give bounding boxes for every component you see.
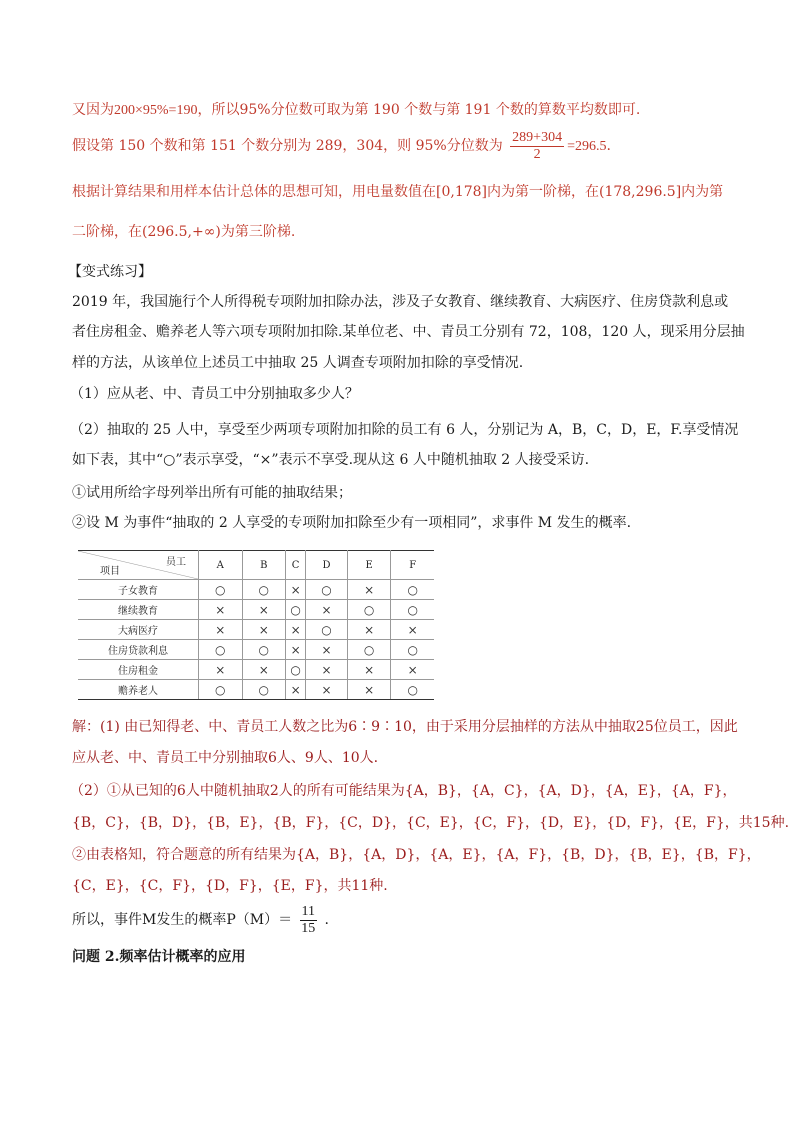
table-cell: ○ xyxy=(242,580,286,600)
table-cell: ○ xyxy=(391,600,434,620)
problem-line: 样的方法，从该单位上述员工中抽取 25 人调查专项附加扣除的享受情况. xyxy=(72,355,524,371)
table-cell: ○ xyxy=(391,680,434,700)
equation: 200×95%=190 xyxy=(114,103,198,118)
fraction-denominator: 2 xyxy=(533,146,541,162)
table-row xyxy=(78,620,434,640)
fraction-numerator: 289+304 xyxy=(512,129,563,145)
equation: =296.5 xyxy=(567,139,607,154)
table-cell: ○ xyxy=(347,640,391,660)
table-cell: ○ xyxy=(199,580,243,600)
table-cell: × xyxy=(286,680,306,700)
solution-line: {C，E}，{C，F}，{D，F}，{E，F}，共11种. xyxy=(72,878,388,894)
table-cell: ○ xyxy=(286,660,306,680)
explanation-line-1 xyxy=(72,101,640,120)
solution-line: ②由表格知，符合题意的所有结果为{A，B}，{A，D}，{A，E}，{A，F}，{B，D}，{B，E}，{B，F}， xyxy=(72,847,761,863)
probability-fraction xyxy=(300,904,317,937)
explanation-text: ，所以95%分位数可取为第 190 个数与第 191 个数的算数平均数即可. xyxy=(197,102,641,118)
table-cell: × xyxy=(306,600,348,620)
table-cell: × xyxy=(347,680,391,700)
column-header: C xyxy=(286,551,306,580)
column-header: F xyxy=(391,551,434,580)
problem-line: 如下表，其中“○”表示享受，“×”表示不享受.现从这 6 人中随机抽取 2 人接受采访. xyxy=(72,452,590,468)
table-cell: × xyxy=(306,660,348,680)
table-cell: ○ xyxy=(286,600,306,620)
table-cell: × xyxy=(391,660,434,680)
solution-line: 应从老、中、青员工中分别抽取6人、9人、10人. xyxy=(72,750,379,766)
diagonal-header xyxy=(78,551,198,579)
table-cell: × xyxy=(306,640,348,660)
table-cell: × xyxy=(242,620,286,640)
solution-line: {B，C}，{B，D}，{B，E}，{B，F}，{C，D}，{C，E}，{C，F}，{D，E}，{D，F}，{E，F}，共15种. xyxy=(72,815,790,831)
corner-top-label: 员工 xyxy=(166,557,186,568)
table-cell: ○ xyxy=(391,580,434,600)
table-cell: × xyxy=(286,620,306,640)
table-cell: × xyxy=(199,660,243,680)
fraction xyxy=(510,130,564,163)
table-cell: × xyxy=(391,620,434,640)
table-header-row xyxy=(78,551,434,580)
section-title: 【变式练习】 xyxy=(68,264,152,280)
column-header: E xyxy=(347,551,391,580)
table-row xyxy=(78,580,434,600)
table-cell: × xyxy=(347,660,391,680)
probability-period: . xyxy=(324,912,329,928)
table-row xyxy=(78,600,434,620)
problem-line: 2019 年，我国施行个人所得税专项附加扣除办法，涉及子女教育、继续教育、大病医疗、住房贷款利息或 xyxy=(72,294,729,310)
problem-line: 者住房租金、赡养老人等六项专项附加扣除.某单位老、中、青员工分别有 72，108，120 人，现采用分层抽 xyxy=(72,324,745,340)
table-cell: ○ xyxy=(391,640,434,660)
problem-line: （2）抽取的 25 人中，享受至少两项专项附加扣除的员工有 6 人，分别记为 A，B，C，D，E，F.享受情况 xyxy=(70,422,739,438)
row-label: 大病医疗 xyxy=(78,620,199,640)
table-cell: × xyxy=(306,680,348,700)
explanation-text: . xyxy=(606,138,611,154)
column-header: B xyxy=(242,551,286,580)
table-cell: ○ xyxy=(306,580,348,600)
solution-line: 解：(1) 由已知得老、中、青员工人数之比为6∶9∶10，由于采用分层抽样的方法从中抽取25位员工，因此 xyxy=(72,719,738,735)
problem-line: ①试用所给字母列举出所有可能的抽取结果； xyxy=(72,485,352,501)
table-cell: × xyxy=(199,600,243,620)
column-header: D xyxy=(306,551,348,580)
row-label: 赡养老人 xyxy=(78,680,199,700)
table-cell: × xyxy=(199,620,243,640)
explanation-line-2 xyxy=(72,128,611,165)
probability-line xyxy=(72,900,329,940)
table-cell: ○ xyxy=(347,600,391,620)
table-cell: × xyxy=(286,640,306,660)
explanation-text: 假设第 150 个数和第 151 个数分别为 289，304，则 95%分位数为 xyxy=(72,138,503,154)
fraction-denominator: 15 xyxy=(301,920,316,936)
corner-bottom-label: 项目 xyxy=(100,566,120,577)
table-cell: ○ xyxy=(199,640,243,660)
table-row xyxy=(78,660,434,680)
table-cell: ○ xyxy=(306,620,348,640)
conclusion-line-2: 二阶梯，在(296.5,+∞)为第三阶梯. xyxy=(72,224,296,240)
table-cell: × xyxy=(242,660,286,680)
table-row xyxy=(78,640,434,660)
probability-text: 所以，事件M发生的概率P（M）＝ xyxy=(72,912,293,928)
problem-2-heading: 问题 2.频率估计概率的应用 xyxy=(72,949,246,965)
table-cell: ○ xyxy=(242,680,286,700)
fraction-numerator: 11 xyxy=(301,903,316,919)
problem-line: （1）应从老、中、青员工中分别抽取多少人？ xyxy=(70,386,359,402)
row-label: 继续教育 xyxy=(78,600,199,620)
table-cell: ○ xyxy=(199,680,243,700)
table-cell: × xyxy=(347,580,391,600)
table-cell: × xyxy=(347,620,391,640)
table-row xyxy=(78,680,434,700)
row-label: 住房租金 xyxy=(78,660,199,680)
solution-line: （2）①从已知的6人中随机抽取2人的所有可能结果为{A，B}，{A，C}，{A，D}，{A，E}，{A，F}， xyxy=(70,783,737,799)
column-header: A xyxy=(199,551,243,580)
conclusion-line-1: 根据计算结果和用样本估计总体的思想可知，用电量数值在[0,178]内为第一阶梯，在(178,296.5]内为第 xyxy=(72,184,724,200)
problem-line: ②设 M 为事件“抽取的 2 人享受的专项附加扣除至少有一项相同”，求事件 M 发生的概率. xyxy=(72,515,632,531)
row-label: 子女教育 xyxy=(78,580,199,600)
table-cell: ○ xyxy=(242,640,286,660)
row-label: 住房贷款利息 xyxy=(78,640,199,660)
explanation-text: 又因为 xyxy=(72,102,114,118)
deduction-table xyxy=(78,550,434,700)
table-cell: × xyxy=(286,580,306,600)
table-corner-cell xyxy=(78,551,199,580)
table-cell: × xyxy=(242,600,286,620)
